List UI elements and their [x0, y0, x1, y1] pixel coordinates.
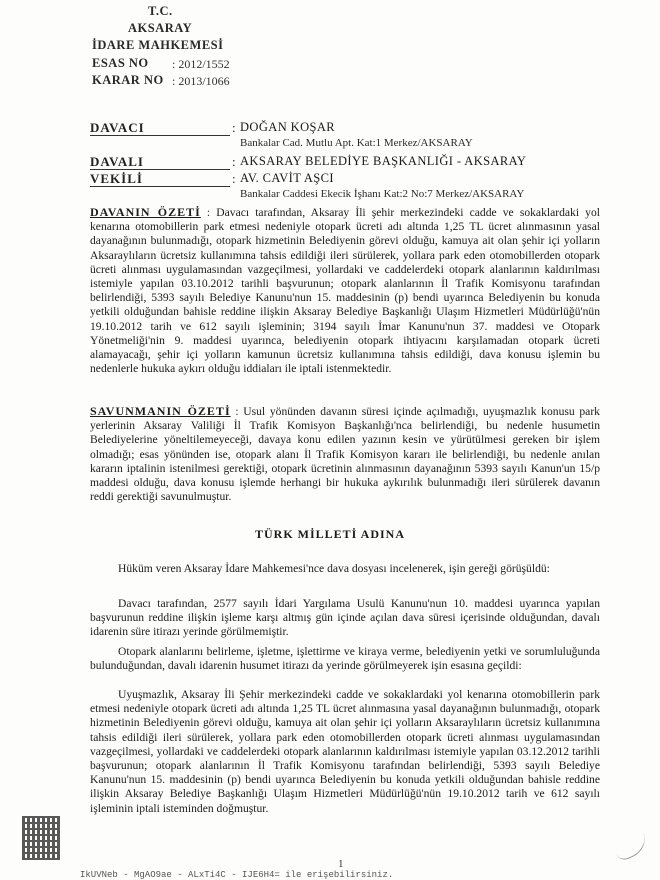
davaci-name: DOĞAN KOŞAR	[240, 120, 336, 134]
vekili-label: VEKİLİ	[90, 171, 143, 186]
davali-underline	[90, 169, 230, 170]
qr-code-icon	[22, 816, 60, 860]
savunma-ozeti-text: : Usul yönünden davanın süresi içinde açılmadığı, uyuşmazlık konusu park yerlerinin Aksaray Valiliği İl Trafik Komisyon Başkanlığı'nca belirlendiği, bu nedenle husumetin Belediyelerine yöneltilemeyeceği, davaya konu edilen yazının kesin ve yürütülmesi gereken bir işlem olmadığı; esas yönünden ise, otopark alanı İl Trafik Komisyon kararı ile belirlendiği, bu nedenle anılan kararın iptalinin istenilmesi gerektiği, otopark ücretinin alınmasının dayanağının 5393 sayılı Kanun'un 15/p maddesi olduğu, dava konusu işlemde herhangi bir hukuka aykırılık bulunmadığı ileri sürülerek davanın reddi gerektiği savunulmuştur.	[90, 405, 600, 504]
savunma-ozeti-heading: SAVUNMANIN ÖZETİ	[90, 404, 231, 418]
section-title: TÜRK MİLLETİ ADINA	[254, 527, 406, 541]
davaci-label: DAVACI	[90, 120, 145, 135]
davali-colon: :	[232, 154, 236, 169]
karar-paragraph-4: Uyuşmazlık, Aksaray İli Şehir merkezindeki cadde ve sokaklardaki yol kenarına otomobillerin park etmesi nedeniyle otopark ücreti adı altında 1,25 TL ücret alınmasına yasal dayanağının bulunmadığı, otopark hizmetinin Belediyenin görevi olduğu, kamuya ait olan şehir içi yolların Aksaraylıların ücretsiz kullanımına tahsis edildiği ileri sürülerek, yollara park eden otomobillerden otopark ücreti alınması uygulamasından vazgeçilmesi, yollardaki ve caddelerdeki otopark alanlarının kaldırılması istemiyle yapılan 03.12.2012 tarihli başvurunun; otopark alanlarının İl Trafik Komisyonu tarafından belirlendiği, 5393 sayılı Belediye Kanunu'nun 15. maddesinin (p) bendi uyarınca Belediyenin bu konuda yetkili olduğundan bahisle reddine ilişkin Aksaray Belediye Başkanlığı Ulaşım Hizmetleri Müdürlüğü'nün 19.10.2012 tarih ve 612 sayılı işleminin iptali isteminden doğmuştur.	[90, 688, 600, 815]
savunma-ozeti-paragraph	[90, 404, 600, 504]
header-tc: T.C.	[148, 4, 173, 18]
header-court: İDARE MAHKEMESİ	[92, 38, 224, 52]
davaci-underline	[90, 135, 230, 136]
esas-value: : 2012/1552	[172, 57, 230, 71]
davali-label: DAVALI	[90, 154, 144, 169]
karar-value: : 2013/1066	[172, 74, 230, 88]
signature-mark	[607, 820, 651, 862]
karar-label: KARAR NO	[92, 73, 164, 87]
karar-paragraph-1: Hüküm veren Aksaray İdare Mahkemesi'nce dava dosyası incelenerek, işin gereği görüşüldü:	[118, 562, 550, 575]
header-city: AKSARAY	[128, 21, 193, 35]
davaci-colon: :	[232, 120, 236, 135]
verification-footer: IkUVNeb - MgAO9ae - ALxTi4C - IJE6H4= ile erişebilirsiniz.	[80, 870, 394, 880]
davanin-ozeti-paragraph	[90, 205, 600, 376]
page-number: 1	[338, 858, 344, 870]
vekili-underline	[90, 186, 230, 187]
vekili-address: Bankalar Caddesi Ekecik İşhanı Kat:2 No:7 Merkez/AKSARAY	[240, 188, 525, 200]
davaci-address: Bankalar Cad. Mutlu Apt. Kat:1 Merkez/AKSARAY	[240, 137, 473, 149]
karar-paragraph-3: Otopark alanlarını belirleme, işletme, işlettirme ve kiraya verme, belediyenin yetki ve sorumluluğunda bulunduğundan, davalı idarenin husumet itirazı da yerinde görülmeyerek işin esasına geçildi:	[90, 645, 600, 673]
karar-paragraph-2: Davacı tarafından, 2577 sayılı İdari Yargılama Usulü Kanunu'nun 10. maddesi uyarınca yapılan başvurunun reddine ilişkin işleme karşı altmış gün içinde açılan dava süresi içerisinde olduğundan, davalı idarenin süre itirazı yerinde görülmemiştir.	[90, 597, 600, 639]
davali-name: AKSARAY BELEDİYE BAŞKANLIĞI - AKSARAY	[240, 154, 527, 168]
vekili-name: AV. CAVİT AŞCI	[240, 171, 334, 185]
vekili-colon: :	[232, 171, 236, 186]
davanin-ozeti-text: : Davacı tarafından, Aksaray İli şehir merkezindeki cadde ve sokaklardaki yol kenarına otomobillerin park etmesi nedeniyle otopark ücreti adı altında 1,25 TL ücret alınmasının yasal dayanağının bulunmadığı, otopark hizmetinin Belediyenin görevi olduğu, kamuya ait olan şehir içi yolların Aksaraylıların ücretsiz kullanımına tahsis edildiği ileri sürülerek, yollara park eden otomobillerden otopark ücreti alınması uygulamasından vazgeçilmesi, yollardaki ve caddelerdeki otopark alanlarının kaldırılması istemiyle yapılan 03.10.2012 tarihli başvurunun; otopark alanlarının İl Trafik Komisyonu tarafından belirlendiği, 5393 sayılı Belediye Kanunu'nun 15. maddesinin (p) bendi uyarınca Belediyenin bu konuda yetkili olduğundan bahisle reddine ilişkin Aksaray Belediye Başkanlığı Ulaşım Hizmetleri Müdürlüğü'nün 19.10.2012 tarih ve 612 sayılı işleminin; 3194 sayılı İmar Kanunu'nun 37. maddesi ve Otopark Yönetmeliği'nin 9. maddesi uyarınca, belediyenin otopark ihtiyacını karşılamadan otopark ücreti alamayacağı, şehir içi yolların kamunun ücretsiz kullanımına tahsis edildiği, dava konusu işlemin bu nedenlerle hukuka aykırı olduğu iddiaları ile iptali istenmektedir.	[90, 206, 600, 376]
davanin-ozeti-heading: DAVANIN ÖZETİ	[90, 205, 201, 219]
esas-label: ESAS NO	[92, 56, 149, 70]
